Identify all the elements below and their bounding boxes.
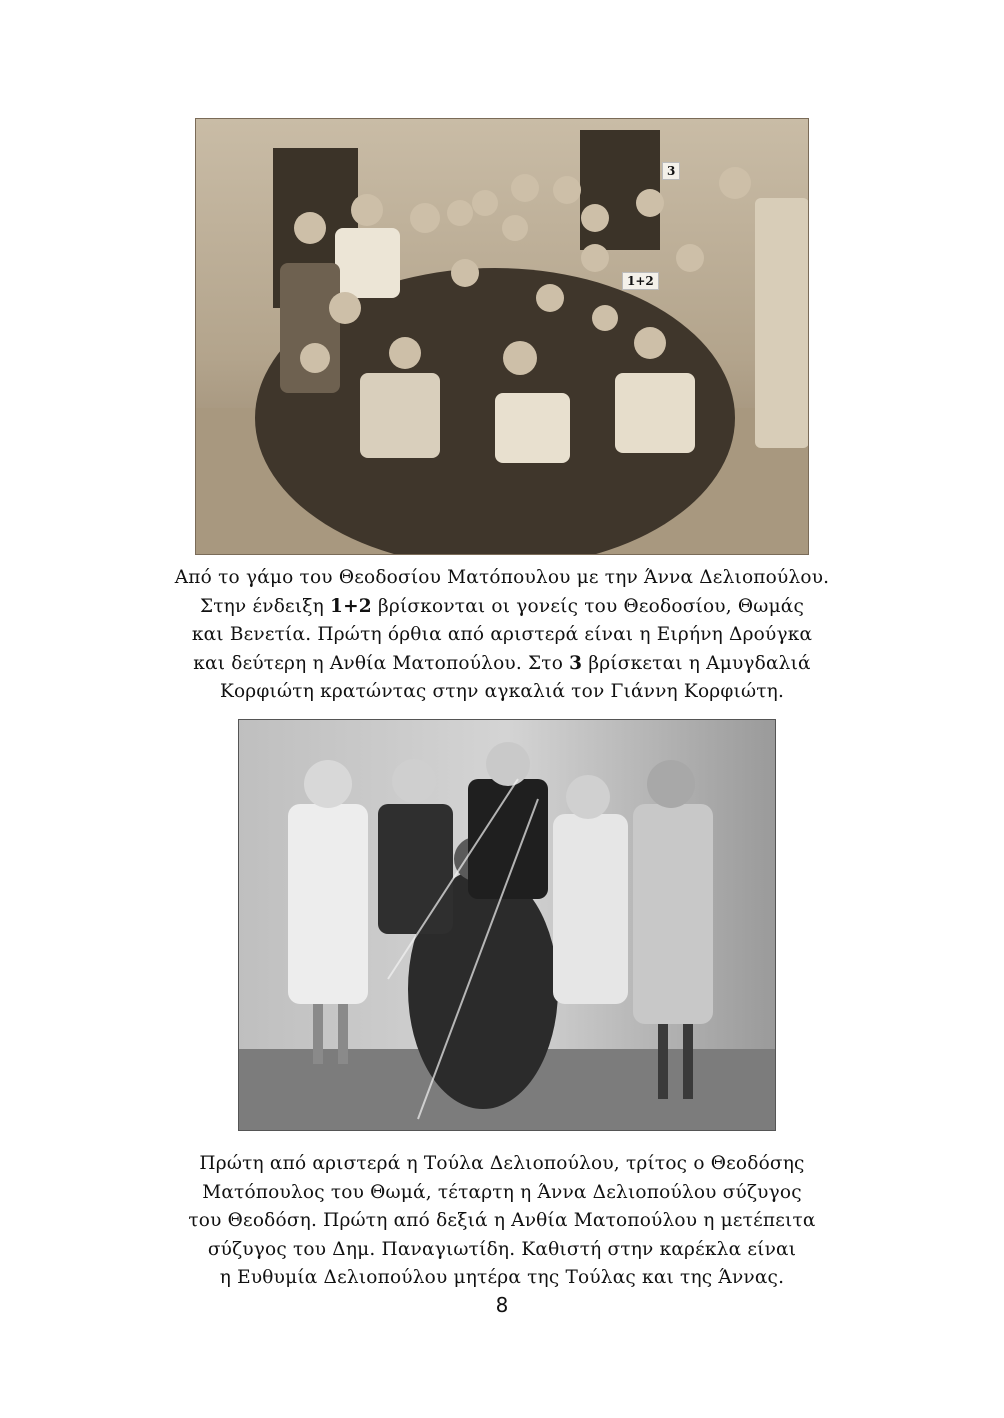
caption2-line1: Πρώτη από αριστερά η Τούλα Δελιοπούλου, τρίτος ο Θεοδόσης (199, 1153, 805, 1174)
caption1-line5: Κορφιώτη κρατώντας στην αγκαλιά τον Γιάννη Κορφιώτη. (219, 681, 785, 702)
family-portrait-photo (238, 719, 776, 1131)
caption1-marker-3: 3 (569, 652, 583, 674)
caption-wedding-photo (100, 564, 904, 707)
marker-3: 3 (662, 162, 680, 180)
marker-1-2: 1+2 (622, 272, 659, 290)
caption2-line3: του Θεοδόση. Πρώτη από δεξιά η Ανθία Ματοπούλου η μετέπειτα (188, 1210, 816, 1231)
caption1-line1: Από το γάμο του Θεοδοσίου Ματόπουλου με την Άννα Δελιοπούλου. (174, 567, 830, 588)
caption1-marker-1-2: 1+2 (330, 595, 372, 617)
caption1-line3: και Βενετία. Πρώτη όρθια από αριστερά είναι η Ειρήνη Δρούγκα (191, 624, 813, 645)
caption2-line5: η Ευθυμία Δελιοπούλου μητέρα της Τούλας και της Άννας. (219, 1267, 785, 1288)
caption1-line2: Στην ένδειξη 1+2 βρίσκονται οι γονείς του Θεοδοσίου, Θωμάς (199, 595, 805, 617)
caption2-line2: Ματόπουλος του Θωμά, τέταρτη η Άννα Δελιοπούλου σύζυγος (202, 1181, 802, 1203)
caption1-line4: και δεύτερη η Ανθία Ματοπούλου. Στο 3 βρίσκεται η Αμυγδαλιά (193, 652, 811, 674)
wedding-group-photo (195, 118, 809, 555)
page-number: 8 (495, 1293, 509, 1317)
caption-family-portrait (100, 1150, 904, 1293)
caption2-line4: σύζυγος του Δημ. Παναγιωτίδη. Καθιστή στην καρέκλα είναι (207, 1238, 797, 1260)
